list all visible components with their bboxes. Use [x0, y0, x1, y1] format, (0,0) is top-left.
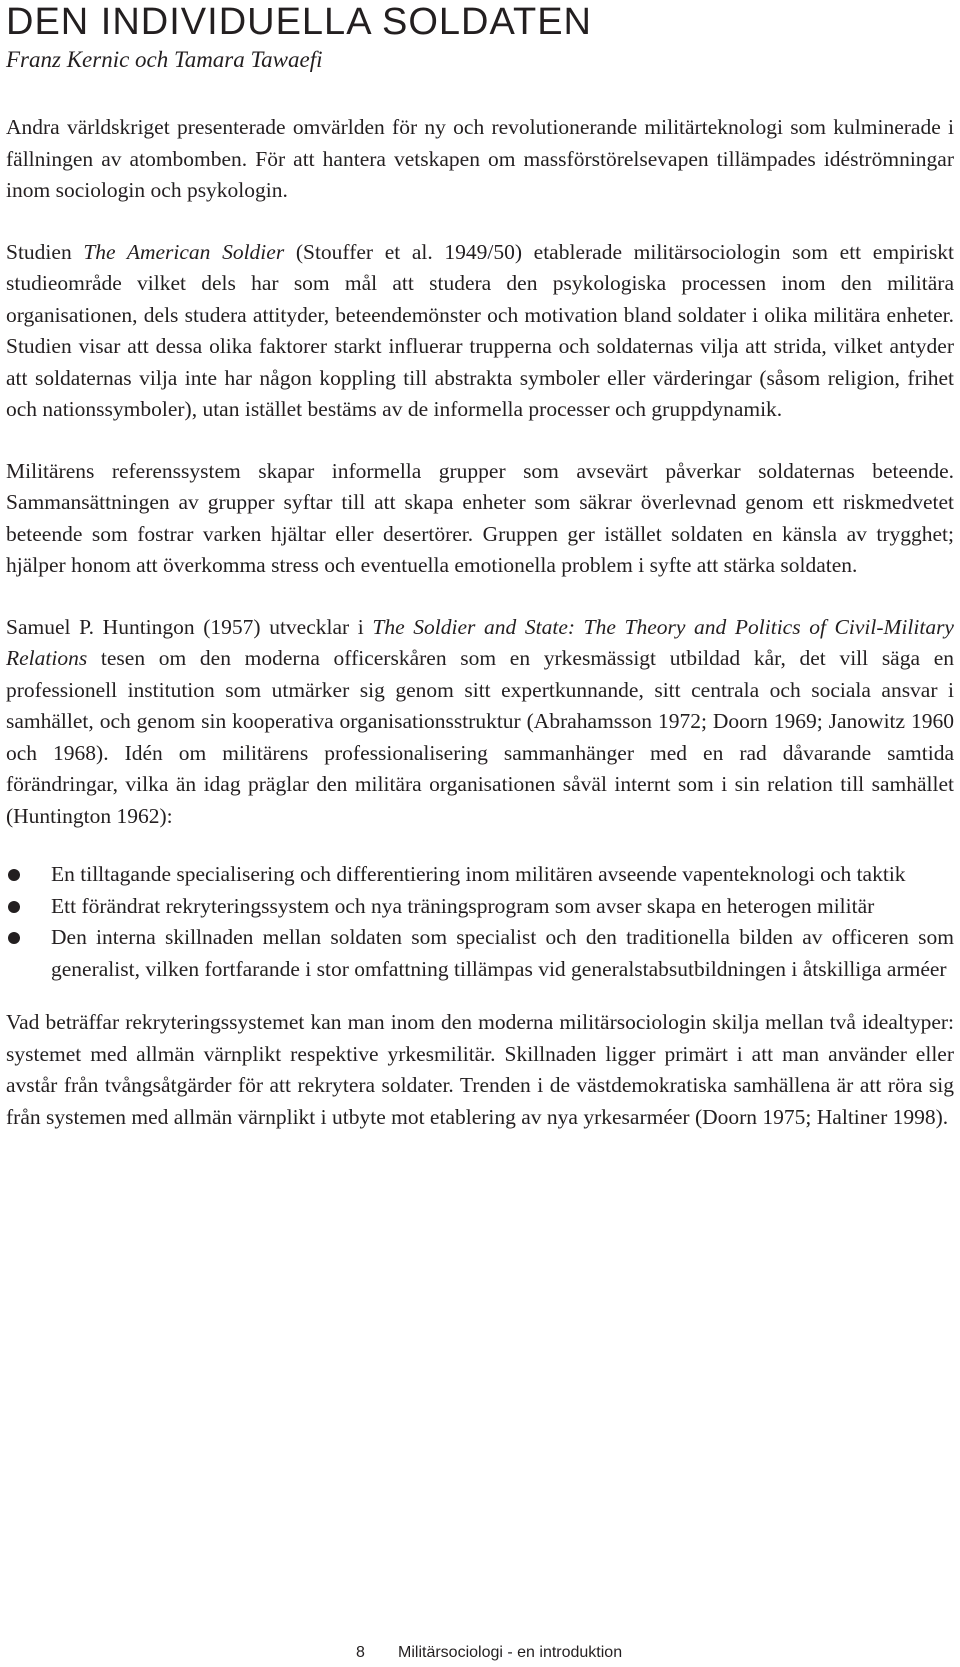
- paragraph-2-text-b: (Stouffer et al. 1949/50) etablerade militärsociologin som ett empiriskt studieområde vilket dels har som mål att studera den psykologiska processen inom den militära organisationen, dels studera attityder, beteendemönster och motivation bland soldater i olika militära enheter. Studien visar att dessa olika faktorer starkt influerar trupperna och soldaternas vilja att strida, vilket antyder att soldaternas vilja inte har någon koppling till abstrakta symboler eller värderingar (såsom religion, frihet och nationssymboler), utan istället bestäms av de informella processer och gruppdynamik.: [6, 239, 954, 421]
- list-item-text: Den interna skillnaden mellan soldaten som specialist och den traditionella bilden av officeren som generalist, vilken fortfarande i stor omfattning tillämpas vid generalstabsutbildningen i åtskilliga arméer: [51, 925, 954, 981]
- page-number: 8: [356, 1644, 365, 1661]
- paragraph-5: Vad beträffar rekryteringssystemet kan man inom den moderna militärsociologin skilja mellan två idealtyper: systemet med allmän värnplikt respektive yrkesmilitär. Skillnaden ligger primärt i att man använder eller avstår från tvångsåtgärder för att rekrytera soldater. Trenden i de västdemokratiska samhällena är att röra sig från systemen med allmän värnplikt i utbyte mot etablering av nya yrkesarméer (Doorn 1975; Haltiner 1998).: [6, 1010, 954, 1129]
- paragraph-4-book-title: The Soldier and State: The Theory and Politics of Civil-Military Relations: [6, 614, 954, 670]
- paragraph-2: [6, 237, 954, 426]
- list-item-text: Ett förändrat rekryteringssystem och nya träningsprogram som avser skapa en heterogen militär: [51, 893, 875, 918]
- paragraph-4-text-a: Samuel P. Huntingon (1957) utvecklar i: [6, 614, 373, 639]
- page-title: DEN INDIVIDUELLA SOLDATEN: [6, 1, 593, 43]
- list-item: [6, 922, 954, 985]
- bullet-list: [6, 859, 954, 985]
- authors: Franz Kernic och Tamara Tawaefi: [6, 47, 323, 72]
- bullet-icon: [8, 901, 20, 913]
- document-page: [6, 0, 954, 1133]
- paragraph-3: Militärens referenssystem skapar informella grupper som avsevärt påverkar soldaternas beteende. Sammansättningen av grupper syftar till att skapa enheter som säkrar överlevnad genom ett riskmedvetet beteende som fostrar varken hjältar eller desertörer. Gruppen ger istället soldaten en känsla av trygghet; hjälper honom att överkomma stress och eventuella emotionella problem i syfte att stärka soldaten.: [6, 458, 954, 577]
- bullet-icon: [8, 869, 20, 881]
- paragraph-2-text-a: Studien: [6, 239, 84, 264]
- list-item: [6, 891, 954, 923]
- book-title: Militärsociologi - en introduktion: [398, 1644, 623, 1661]
- paragraph-4: [6, 612, 954, 833]
- bullet-icon: [8, 932, 20, 944]
- paragraph-4-text-b: tesen om den moderna officerskåren som en yrkesmässigt utbildad kår, det vill säga en professionell institution som utmärker sig genom sitt expertkunnande, sitt centrala och sociala ansvar i samhället, och genom sin kooperativa organisationsstruktur (Abrahamsson 1972; Doorn 1969; Janowitz 1960 och 1968). Idén om militärens professionalisering sammanhänger med en rad dåvarande samtida förändringar, vilka än idag präglar den militära organisationen såväl internt som i sin relation till samhället (Huntington 1962):: [6, 646, 954, 828]
- list-item-text: En tilltagande specialisering och differentiering inom militären avseende vapenteknologi och taktik: [51, 862, 906, 886]
- list-item: [6, 859, 954, 891]
- paragraph-2-book-title: The American Soldier: [83, 239, 285, 264]
- paragraph-1: Andra världskriget presenterade omvärlden för ny och revolutionerande militärteknologi som kulminerade i fällningen av atombomben. För att hantera vetskapen om massförstörelsevapen tillämpades idéströmningar inom sociologin och psykologin.: [6, 115, 954, 202]
